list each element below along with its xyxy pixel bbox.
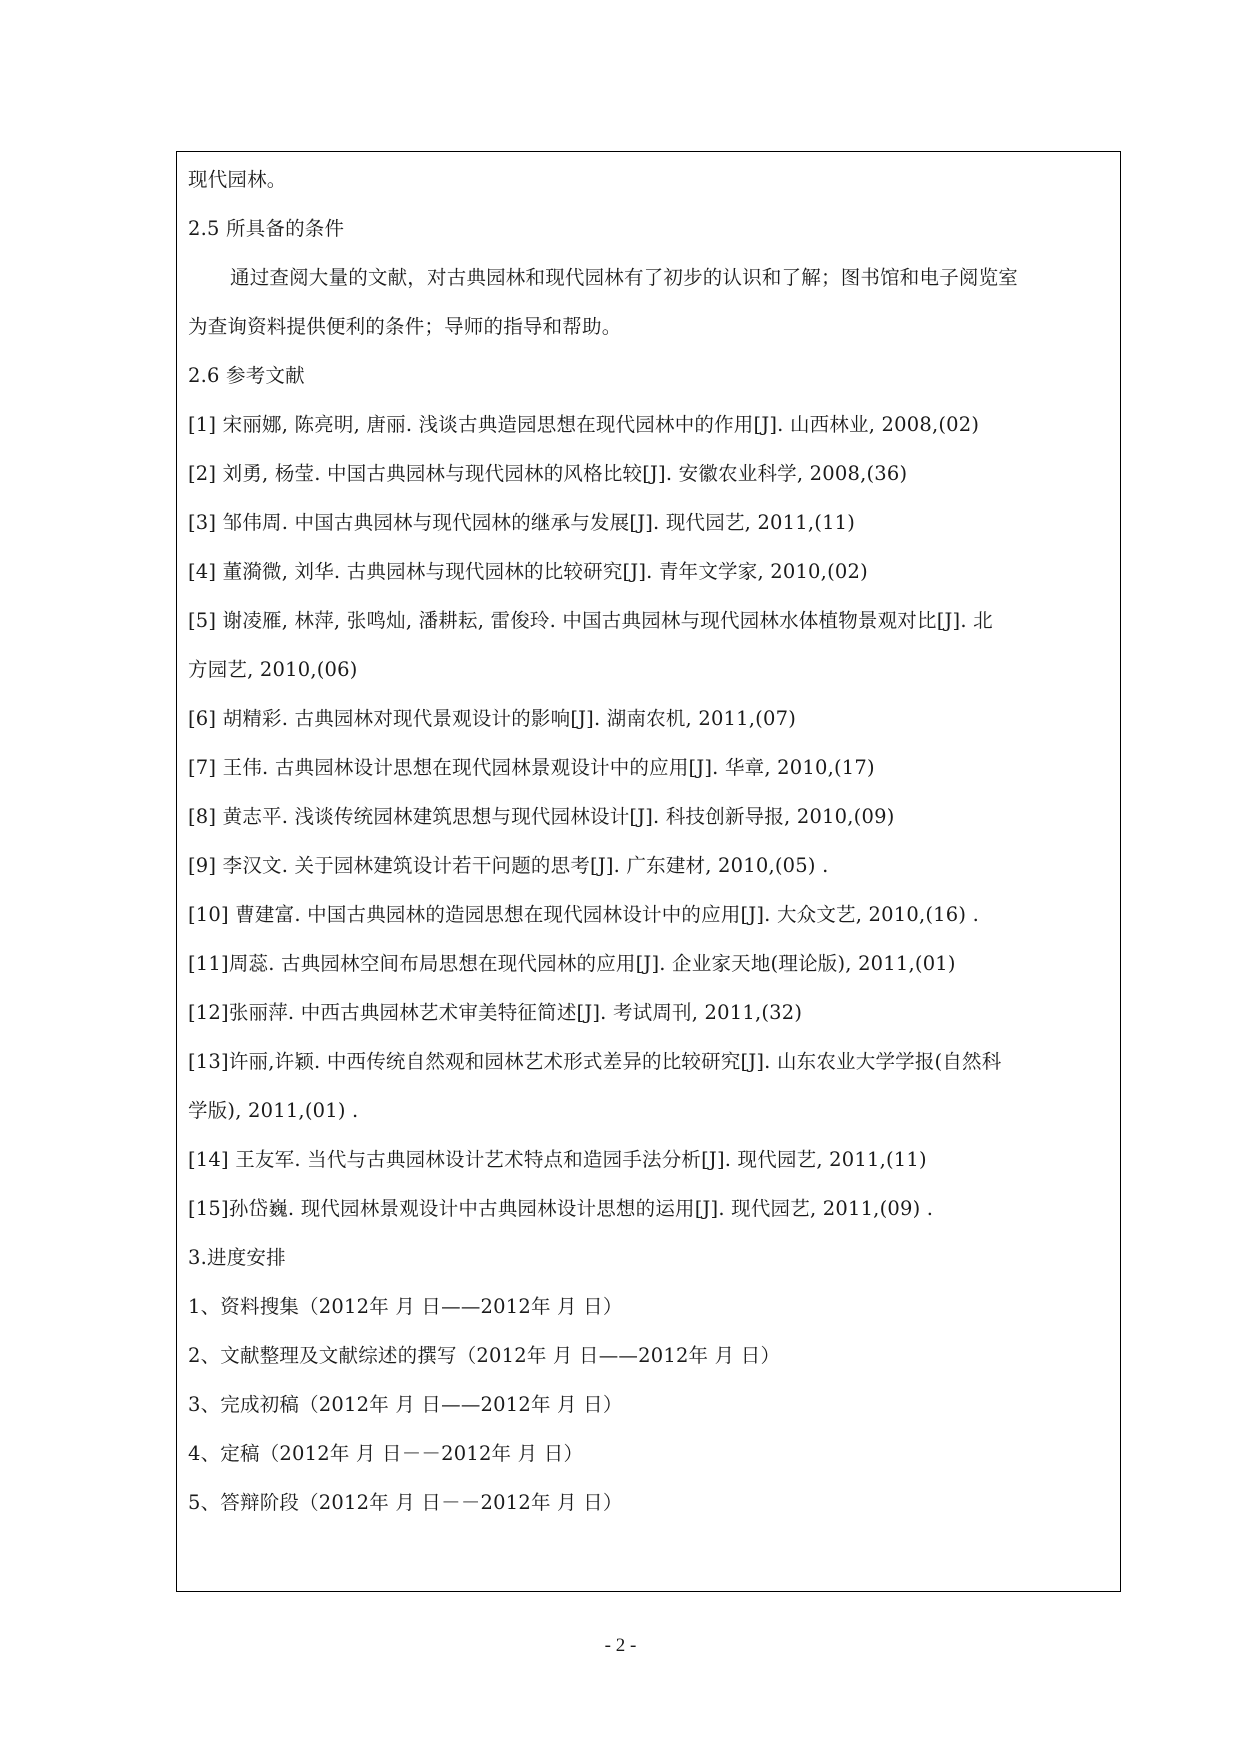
- section-heading: 2.6 参考文献: [188, 364, 305, 387]
- reference-item-continued: 学版), 2011,(01) .: [188, 1099, 359, 1122]
- reference-item: [3] 邹伟周. 中国古典园林与现代园林的继承与发展[J]. 现代园艺, 2011,(11): [188, 511, 856, 534]
- reference-item-continued: 方园艺, 2010,(06): [188, 658, 358, 681]
- reference-item: [6] 胡精彩. 古典园林对现代景观设计的影响[J]. 湖南农机, 2011,(07): [188, 707, 796, 730]
- paragraph-line: 为查询资料提供便利的条件；导师的指导和帮助。: [188, 315, 622, 338]
- reference-item: [5] 谢凌雁, 林萍, 张鸣灿, 潘耕耘, 雷俊玲. 中国古典园林与现代园林水体植物景观对比[J]. 北: [188, 609, 993, 632]
- reference-item: [15]孙岱巍. 现代园林景观设计中古典园林设计思想的运用[J]. 现代园艺, 2011,(09) .: [188, 1197, 934, 1220]
- section-heading: 3.进度安排: [188, 1246, 286, 1269]
- text-line: 现代园林。: [188, 168, 287, 191]
- reference-item: [1] 宋丽娜, 陈亮明, 唐丽. 浅谈古典造园思想在现代园林中的作用[J]. 山西林业, 2008,(02): [188, 413, 980, 436]
- reference-item: [14] 王友军. 当代与古典园林设计艺术特点和造园手法分析[J]. 现代园艺, 2011,(11): [188, 1148, 927, 1171]
- reference-item: [4] 董漪微, 刘华. 古典园林与现代园林的比较研究[J]. 青年文学家, 2010,(02): [188, 560, 868, 583]
- schedule-item: 3、完成初稿（2012年 月 日——2012年 月 日）: [188, 1393, 623, 1416]
- reference-item: [12]张丽萍. 中西古典园林艺术审美特征简述[J]. 考试周刊, 2011,(32): [188, 1001, 803, 1024]
- reference-item: [7] 王伟. 古典园林设计思想在现代园林景观设计中的应用[J]. 华章, 2010,(17): [188, 756, 875, 779]
- schedule-item: 2、文献整理及文献综述的撰写（2012年 月 日——2012年 月 日）: [188, 1344, 781, 1367]
- reference-item: [9] 李汉文. 关于园林建筑设计若干问题的思考[J]. 广东建材, 2010,(05) .: [188, 854, 829, 877]
- reference-item: [2] 刘勇, 杨莹. 中国古典园林与现代园林的风格比较[J]. 安徽农业科学, 2008,(36): [188, 462, 908, 485]
- document-body: [188, 164, 1118, 1536]
- paragraph-line: 通过查阅大量的文献，对古典园林和现代园林有了初步的认识和了解；图书馆和电子阅览室: [230, 266, 1019, 289]
- reference-item: [11]周蕊. 古典园林空间布局思想在现代园林的应用[J]. 企业家天地(理论版), 2011,(01): [188, 952, 956, 975]
- reference-item: [13]许丽,许颖. 中西传统自然观和园林艺术形式差异的比较研究[J]. 山东农业大学学报(自然科: [188, 1050, 1002, 1073]
- section-heading: 2.5 所具备的条件: [188, 217, 345, 240]
- schedule-item: 4、定稿（2012年 月 日－－2012年 月 日）: [188, 1442, 584, 1465]
- reference-item: [8] 黄志平. 浅谈传统园林建筑思想与现代园林设计[J]. 科技创新导报, 2010,(09): [188, 805, 895, 828]
- schedule-item: 5、答辩阶段（2012年 月 日－－2012年 月 日）: [188, 1491, 623, 1514]
- reference-item: [10] 曹建富. 中国古典园林的造园思想在现代园林设计中的应用[J]. 大众文艺, 2010,(16) .: [188, 903, 980, 926]
- page-number: - 2 -: [604, 1635, 637, 1656]
- schedule-item: 1、资料搜集（2012年 月 日——2012年 月 日）: [188, 1295, 623, 1318]
